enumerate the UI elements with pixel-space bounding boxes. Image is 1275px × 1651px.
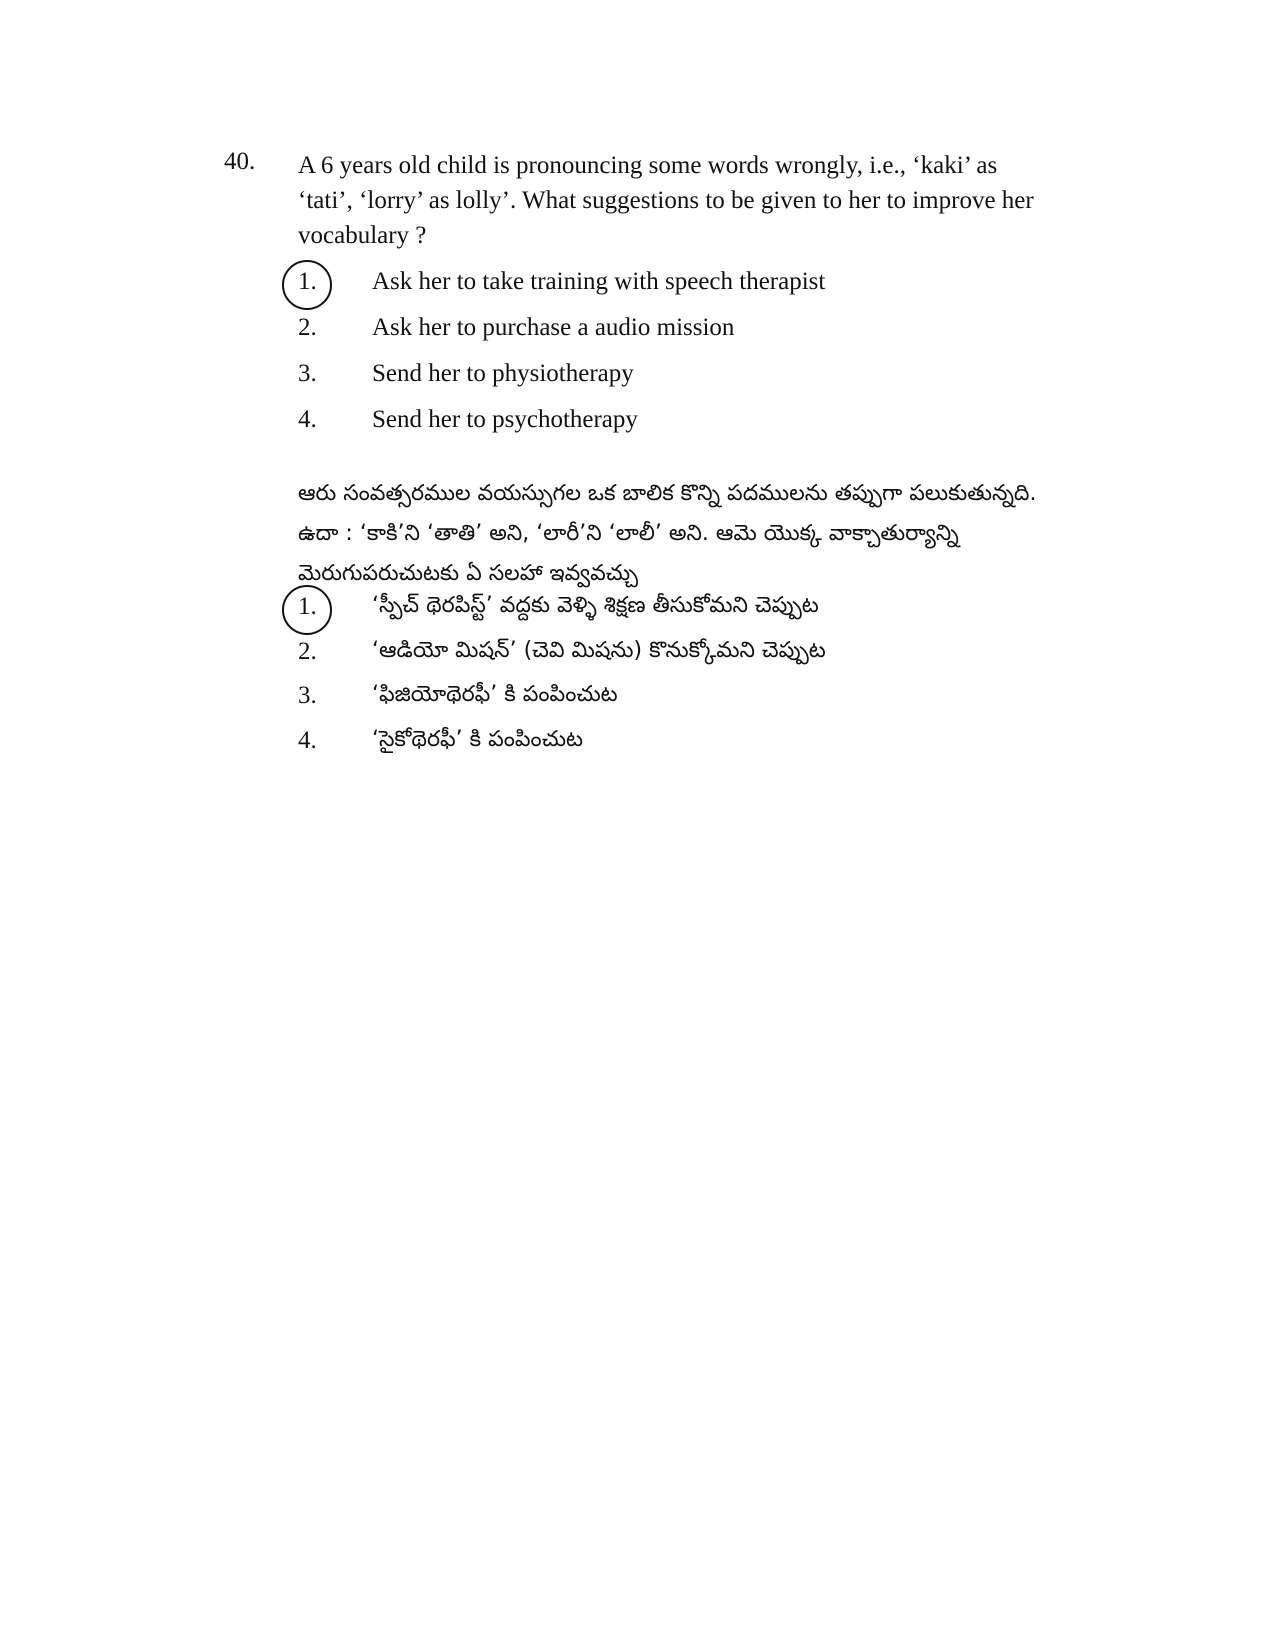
option-number: 2. <box>298 314 317 341</box>
option-number: 4. <box>298 727 317 754</box>
question-number: 40. <box>224 148 256 175</box>
option-text: Ask her to take training with speech therapist <box>372 268 826 295</box>
question-text-telugu: ఆరు సంవత్సరముల వయస్సుగల ఒక బాలిక కొన్ని పదములను తప్పుగా పలుకుతున్నది. ఉదా : ‘కాకి’ని ‘తాతి’ అని, ‘లారీ’ని ‘లాలీ’ అని. ఆమె యొక్క వాక్చాతుర్యాన్ని మెరుగుపరుచుటకు ఏ సలహా ఇవ్వవచ్చు <box>298 481 1037 586</box>
option-text: ‘సైకోథెరఫీ’ కి పంపించుట <box>372 727 584 752</box>
option-text: Send her to psychotherapy <box>372 406 638 433</box>
option-text: ‘స్పీచ్ థెరపిస్ట్’ వద్దకు వెళ్ళి శిక్షణ తీసుకోమని చెప్పుట <box>372 593 819 618</box>
option-number: 3. <box>298 682 317 709</box>
option-number: 4. <box>298 406 317 433</box>
option-text: Send her to physiotherapy <box>372 360 634 387</box>
option-number: 2. <box>298 638 317 665</box>
option-text: ‘ఆడియో మిషన్’ (చెవి మిషను) కొనుక్కోమని చెప్పుట <box>372 638 826 663</box>
option-number: 3. <box>298 360 317 387</box>
option-text: ‘ఫిజియోథెరఫీ’ కి పంపించుట <box>372 682 618 707</box>
option-number: 1. <box>298 268 317 295</box>
option-text: Ask her to purchase a audio mission <box>372 314 735 341</box>
option-number: 1. <box>298 593 317 620</box>
question-text-english: A 6 years old child is pronouncing some words wrongly, i.e., ‘kaki’ as ‘tati’, ‘lorry’ as lolly’. What suggestions to be given to her to improve her vocabulary ? <box>298 152 1034 249</box>
